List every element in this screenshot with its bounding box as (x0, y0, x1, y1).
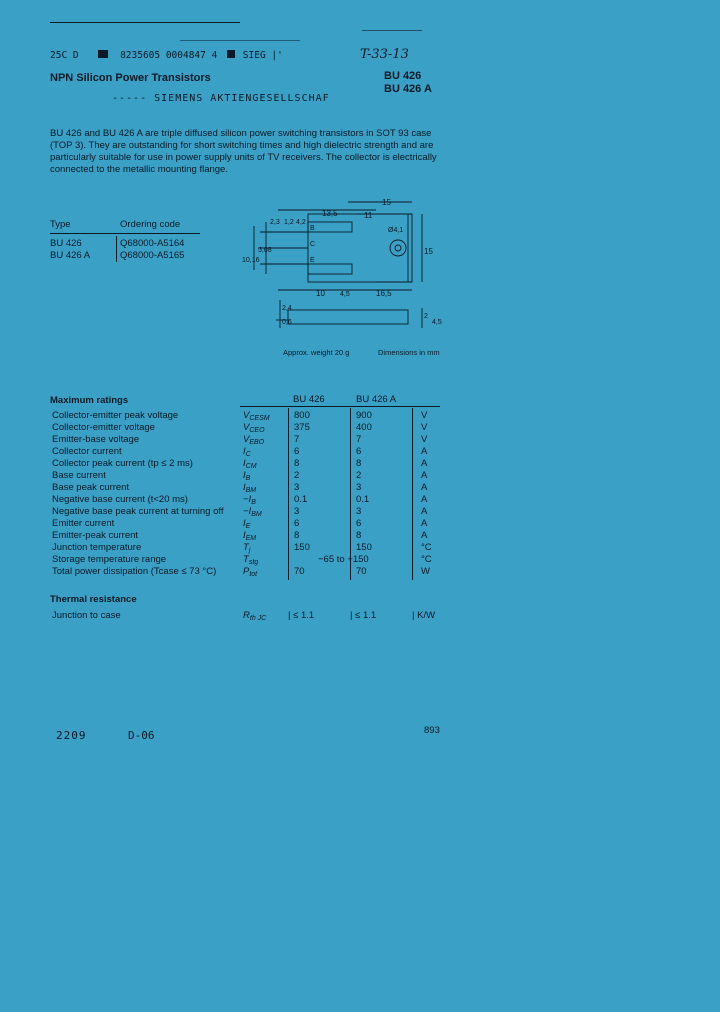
rating-value-1: 375 (294, 422, 310, 433)
rating-unit: A (421, 446, 428, 457)
dim-11: 11 (364, 211, 373, 220)
pin-c-label: C (310, 241, 316, 248)
footer-left-2: D-06 (128, 729, 155, 742)
rating-label: Junction temperature (52, 542, 142, 553)
package-drawing (236, 192, 450, 360)
rating-symbol: $T_j$ (243, 542, 251, 554)
thermal-v2: | ≤ 1.1 (350, 610, 377, 621)
rating-unit: A (421, 458, 428, 469)
rating-unit: V (421, 434, 428, 445)
rating-label: Negative base current (t<20 ms) (52, 494, 188, 505)
ratings-col-2: BU 426 A (356, 394, 397, 405)
rating-value-2: 70 (356, 566, 367, 577)
rating-unit: A (421, 530, 428, 541)
thermal-unit: | K/W (412, 610, 436, 621)
part-number-1: BU 426 (384, 70, 422, 82)
company-line (112, 93, 330, 104)
dim-0-6: 0,6 (282, 319, 292, 326)
thermal-heading: Thermal resistance (50, 594, 137, 605)
rating-value-1: 800 (294, 410, 310, 421)
top-rule-mid (180, 40, 300, 41)
rating-value-2: −65 to +150 (318, 554, 369, 565)
rating-symbol: $-I_{BM}$ (243, 506, 262, 518)
rating-symbol: $P_{tot}$ (243, 566, 258, 578)
ratings-row (0, 506, 720, 518)
rating-value-2: 0.1 (356, 494, 370, 505)
rating-unit: °C (421, 542, 432, 553)
rating-label: Collector-emitter voltage (52, 422, 155, 433)
ratings-header-rule (240, 406, 440, 407)
code-line (50, 50, 283, 61)
thermal-v1: | ≤ 1.1 (288, 610, 315, 621)
rating-value-1: 3 (294, 506, 300, 517)
part-number-2: BU 426 A (384, 83, 432, 95)
ratings-row (0, 494, 720, 506)
rating-symbol: $T_{stg}$ (243, 554, 259, 566)
rating-value-2: 150 (356, 542, 372, 553)
pin-b-label: B (310, 225, 315, 232)
rating-value-1: 2 (294, 470, 300, 481)
ordering-col-divider (116, 236, 117, 262)
code-numbers: 8235605 0004847 4 (120, 50, 218, 61)
ratings-row (0, 566, 720, 578)
ratings-row (0, 554, 720, 566)
rating-value-2: 6 (356, 446, 362, 457)
rating-label: Emitter-base voltage (52, 434, 140, 445)
dim-4-5: 4,5 (340, 291, 350, 298)
page-number: 893 (424, 725, 440, 736)
rating-symbol: $I_{BM}$ (243, 482, 257, 494)
ratings-heading: Maximum ratings (50, 395, 129, 406)
dim-2: 2 (424, 313, 428, 320)
dim-hole: Ø4,1 (388, 227, 404, 234)
rating-label: Emitter current (52, 518, 115, 529)
code-block-icon-2 (227, 50, 235, 58)
rating-symbol: $I_C$ (243, 446, 251, 458)
rating-value-1: 6 (294, 446, 300, 457)
rating-value-2: 8 (356, 458, 362, 469)
rating-label: Collector peak current (tp ≤ 2 ms) (52, 458, 193, 469)
ordering-row-1-type: BU 426 (50, 238, 82, 249)
rating-value-1: 7 (294, 434, 300, 445)
dim-13-5: 13,5 (322, 209, 338, 218)
company-name: SIEMENS AKTIENGESELLSCHAF (154, 93, 330, 104)
rating-value-1: 6 (294, 518, 300, 529)
dim-16-5: 16,5 (376, 289, 392, 298)
dim-2-3: 2,3 (270, 219, 280, 226)
ratings-row (0, 422, 720, 434)
handwritten-mark: T-33-13 (360, 47, 409, 62)
code-block-icon (98, 50, 108, 58)
rating-value-1: 8 (294, 458, 300, 469)
rating-unit: A (421, 506, 428, 517)
side-view (288, 310, 408, 324)
rating-symbol: $-I_B$ (243, 494, 256, 506)
ratings-col-1: BU 426 (293, 394, 325, 405)
rating-value-1: 0.1 (294, 494, 308, 505)
dim-15-top: 15 (382, 198, 391, 207)
rating-symbol: $V_{CEO}$ (243, 422, 265, 434)
rating-value-2: 8 (356, 530, 362, 541)
code-sieg: SIEG (242, 50, 266, 61)
ordering-header-rule (50, 233, 200, 234)
thermal-symbol: $R_{th JC}$ (243, 610, 267, 622)
ratings-row (0, 530, 720, 542)
ordering-row-2-type: BU 426 A (50, 250, 91, 261)
rating-unit: A (421, 470, 428, 481)
dim-10-16: 10,16 (242, 257, 260, 264)
rating-value-2: 400 (356, 422, 372, 433)
dim-5-08: 5,08 (258, 247, 272, 254)
rating-value-2: 7 (356, 434, 362, 445)
dim-4-5-side: 4,5 (432, 319, 442, 326)
rating-value-1: 150 (294, 542, 310, 553)
rating-unit: V (421, 410, 428, 421)
rating-symbol: $V_{CESM}$ (243, 410, 270, 422)
ordering-col-code: Ordering code (120, 219, 181, 230)
rating-symbol: $I_{CM}$ (243, 458, 257, 470)
drawing-weight: Approx. weight 20 g (283, 348, 350, 357)
rating-label: Collector current (52, 446, 122, 457)
rating-value-2: 6 (356, 518, 362, 529)
top-rule-right (362, 30, 422, 31)
rating-label: Base peak current (52, 482, 130, 493)
code-prefix: 25C D (50, 50, 79, 61)
rating-symbol: $I_B$ (243, 470, 251, 482)
ratings-row (0, 446, 720, 458)
dim-15-side: 15 (424, 247, 433, 256)
rating-unit: A (421, 494, 428, 505)
code-bracket: |' (271, 50, 283, 61)
rating-label: Collector-emitter peak voltage (52, 410, 179, 421)
ratings-row (0, 518, 720, 530)
description: BU 426 and BU 426 A are triple diffused silicon power switching transistors in SOT 93 case (TOP 3). They are outstanding for short switching times and high dielectric strength and are particularly suitable for use in power supply units of TV receivers. The collector is electrically connected to the metallic mounting flange. (50, 128, 437, 175)
thermal-row (0, 610, 720, 622)
ratings-row (0, 470, 720, 482)
rating-label: Total power dissipation (Tcase ≤ 73 °C) (52, 566, 217, 577)
pin-e-label: E (310, 257, 315, 264)
drawing-dimensions-note: Dimensions in mm (378, 348, 440, 357)
ratings-row (0, 542, 720, 554)
dim-2-4: 2,4 (282, 305, 292, 312)
ratings-row (0, 410, 720, 422)
package-body (308, 214, 408, 282)
rating-unit: A (421, 518, 428, 529)
rating-label: Base current (52, 470, 106, 481)
dim-4-2: 4,2 (296, 219, 306, 226)
rating-label: Storage temperature range (52, 554, 167, 565)
mounting-hole (390, 240, 406, 256)
mounting-flange (376, 214, 412, 282)
thermal-label: Junction to case (52, 610, 121, 621)
rating-unit: A (421, 482, 428, 493)
rating-symbol: $I_E$ (243, 518, 251, 530)
ordering-row-1-code: Q68000-A5164 (120, 238, 185, 249)
rating-value-2: 3 (356, 482, 362, 493)
rating-unit: W (421, 566, 430, 577)
rating-value-2: 900 (356, 410, 372, 421)
rating-value-2: 2 (356, 470, 362, 481)
rating-label: Negative base peak current at turning off (52, 506, 224, 517)
ratings-row (0, 434, 720, 446)
rating-value-1: 70 (294, 566, 305, 577)
rating-value-1: 8 (294, 530, 300, 541)
rating-unit: °C (421, 554, 432, 565)
rating-value-2: 3 (356, 506, 362, 517)
product-title: NPN Silicon Power Transistors (50, 72, 211, 84)
company-dashes: ----- (112, 93, 148, 104)
ratings-row (0, 482, 720, 494)
ordering-col-type: Type (50, 219, 71, 230)
rating-symbol: $V_{EBO}$ (243, 434, 265, 446)
ordering-row-2-code: Q68000-A5165 (120, 250, 185, 261)
footer-left-1: 2209 (56, 729, 87, 742)
dim-1-2: 1,2 (284, 219, 294, 226)
rating-value-1: 3 (294, 482, 300, 493)
top-rule-left (50, 22, 240, 23)
ratings-row (0, 458, 720, 470)
rating-label: Emitter-peak current (52, 530, 139, 541)
dim-10: 10 (316, 289, 325, 298)
rating-symbol: $I_{EM}$ (243, 530, 257, 542)
rating-unit: V (421, 422, 428, 433)
